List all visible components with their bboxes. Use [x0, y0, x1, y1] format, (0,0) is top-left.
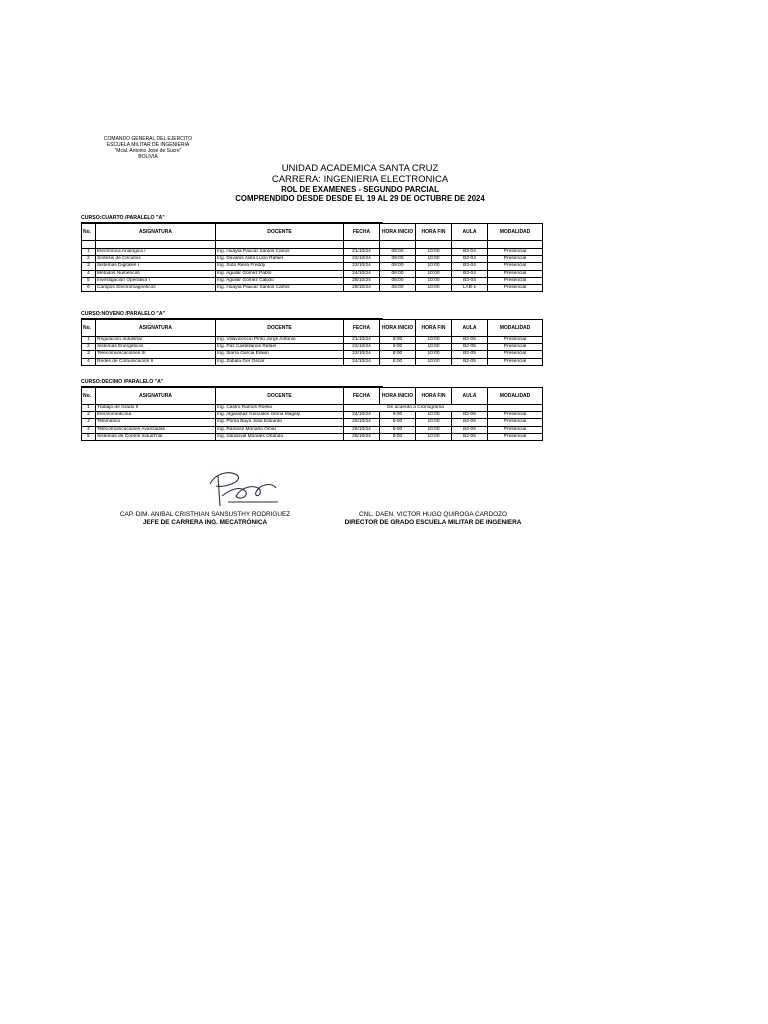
- docente-cell: Ing. Huayta Paucar Santos Carlos: [216, 285, 344, 292]
- empty-cell: [96, 241, 216, 249]
- header-docente: DOCENTE: [216, 388, 344, 405]
- signature-role: JEFE DE CARRERA ING. MECATRÓNICA: [142, 519, 268, 526]
- modalidad-cell: Presencial: [488, 337, 543, 344]
- periodo-title: COMPRENDIDO DESDE DESDE EL 19 AL 29 DE OCTUBRE DE 2024: [235, 194, 485, 203]
- unidad-title: UNIDAD ACADEMICA SANTA CRUZ: [281, 163, 439, 174]
- asignatura-cell: Telemática: [96, 419, 216, 426]
- docente-cell: Ing. Paz Castellanos Rafael: [216, 344, 344, 351]
- row-number: 5: [82, 277, 96, 284]
- row-number: 4: [82, 270, 96, 277]
- row-number: 1: [82, 337, 96, 344]
- hora-fin-cell: 10:00: [416, 256, 452, 263]
- empty-cell: [452, 241, 488, 249]
- header-hora-fin: HORA FIN: [416, 388, 452, 405]
- header-hora-inicio: HORA INICIO: [380, 320, 416, 337]
- document-titles: [150, 163, 570, 203]
- institution-line: ESCUELA MILITAR DE INGENIERIA: [106, 142, 190, 148]
- row-number: 4: [82, 358, 96, 365]
- hora-inicio-cell: 08:00: [380, 249, 416, 256]
- table-row: [82, 419, 543, 426]
- docente-cell: Ing. Davalos Avila Lucio Rafael: [216, 256, 344, 263]
- hora-fin-cell: 10:00: [416, 351, 452, 358]
- asignatura-cell: Electromedicina: [96, 412, 216, 419]
- fecha-cell: 24/10/24: [344, 412, 380, 419]
- modalidad-cell: Presencial: [488, 344, 543, 351]
- table-row: [82, 285, 543, 292]
- aula-cell: B2-05: [452, 358, 488, 365]
- header-hora-inicio: HORA INICIO: [380, 224, 416, 241]
- fecha-cell: 23/10/24: [344, 351, 380, 358]
- row-number: 1: [82, 405, 96, 412]
- hora-fin-cell: 10:00: [416, 344, 452, 351]
- header-hora-inicio: HORA INICIO: [380, 388, 416, 405]
- docente-cell: Ing. Villavicencio Pinto Jorge Antonio: [216, 337, 344, 344]
- empty-cell: [380, 241, 416, 249]
- header-asignatura: ASIGNATURA: [96, 320, 216, 337]
- hora-inicio-cell: 8:00: [380, 351, 416, 358]
- hora-inicio-cell: 8:00: [380, 358, 416, 365]
- docente-cell: Ing. Ramirez Monaño Omar: [216, 426, 344, 433]
- aula-cell: LAB-1: [452, 285, 488, 292]
- empty-cell: [344, 241, 380, 249]
- aula-cell: B2-06: [452, 412, 488, 419]
- modalidad-cell: Presencial: [488, 256, 543, 263]
- asignatura-cell: Electrónica Analógica I: [96, 249, 216, 256]
- table-row: [82, 412, 543, 419]
- asignatura-cell: Sistemas Digitales I: [96, 263, 216, 270]
- aula-cell: B2-06: [452, 433, 488, 440]
- signature-image: [202, 466, 284, 510]
- header-docente: DOCENTE: [216, 224, 344, 241]
- fecha-cell: 28/10/24: [344, 277, 380, 284]
- aula-cell: B3-04: [452, 270, 488, 277]
- course-section: [81, 379, 542, 441]
- aula-cell: B2-06: [452, 426, 488, 433]
- fecha-cell: 23/10/24: [344, 263, 380, 270]
- table-row: [82, 277, 543, 284]
- exam-table: [81, 223, 543, 292]
- header-aula: AULA: [452, 224, 488, 241]
- carrera-title: CARRERA: INGENIERIA ELECTRONICA: [271, 174, 449, 185]
- modalidad-cell: Presencial: [488, 285, 543, 292]
- header-docente: DOCENTE: [216, 320, 344, 337]
- row-number: 2: [82, 256, 96, 263]
- asignatura-cell: Redes de Comunicación II: [96, 358, 216, 365]
- row-number: 3: [82, 263, 96, 270]
- asignatura-cell: Trabajo de Grado II: [96, 405, 216, 412]
- docente-cell: Ing. Zabala Ger Oscar: [216, 358, 344, 365]
- schedule-note-cell: De acuerdo a Cronograma: [344, 405, 488, 412]
- fecha-cell: 28/10/24: [344, 433, 380, 440]
- header-no: No.: [82, 320, 96, 337]
- signature-name: CNL. DAEN. VICTOR HUGO QUIROGA CARDOZO: [359, 511, 507, 518]
- aula-cell: B2-05: [452, 337, 488, 344]
- header-fecha: FECHA: [344, 224, 380, 241]
- header-row: [82, 388, 543, 405]
- asignatura-cell: Campos Electromagneticos: [96, 285, 216, 292]
- hora-fin-cell: 10:00: [416, 249, 452, 256]
- modalidad-cell: Presencial: [488, 412, 543, 419]
- modalidad-cell: Presencial: [488, 426, 543, 433]
- table-row: [82, 256, 543, 263]
- header-no: No.: [82, 388, 96, 405]
- docente-cell: Ing. Soto Riera Freddy: [216, 263, 344, 270]
- aula-cell: B3-04: [452, 277, 488, 284]
- header-modalidad: MODALIDAD: [488, 320, 543, 337]
- hora-fin-cell: 10:00: [416, 285, 452, 292]
- asignatura-cell: Telecomunicaciones III: [96, 351, 216, 358]
- course-section: [81, 215, 542, 292]
- institution-line: "Mcal. Antonio José de Sucre": [114, 148, 182, 154]
- hora-fin-cell: 10:00: [416, 263, 452, 270]
- spacer-row: [82, 241, 543, 249]
- docente-cell: Ing. Algarañaz Gonzales Gloria Magaly: [216, 412, 344, 419]
- row-number: 6: [82, 285, 96, 292]
- institution-line: BOLIVIA: [138, 154, 158, 160]
- empty-cell: [216, 241, 344, 249]
- modalidad-cell: Presencial: [488, 249, 543, 256]
- fecha-cell: 29/10/24: [344, 285, 380, 292]
- docente-cell: Ing. Sandoval Morales Orlando: [216, 433, 344, 440]
- fecha-cell: 24/10/24: [344, 270, 380, 277]
- aula-cell: B2-05: [452, 351, 488, 358]
- fecha-cell: 22/10/24: [344, 344, 380, 351]
- aula-cell: B2-05: [452, 344, 488, 351]
- aula-cell: B3-04: [452, 256, 488, 263]
- modalidad-cell: Presencial: [488, 277, 543, 284]
- hora-inicio-cell: 08:00: [380, 270, 416, 277]
- hora-fin-cell: 10:00: [416, 433, 452, 440]
- hora-fin-cell: 10:00: [416, 419, 452, 426]
- header-hora-fin: HORA FIN: [416, 224, 452, 241]
- row-number: 3: [82, 351, 96, 358]
- row-number: 1: [82, 249, 96, 256]
- table-row: [82, 358, 543, 365]
- header-modalidad: MODALIDAD: [488, 224, 543, 241]
- docente-cell: Ing. Aguilar Gomez Calixto: [216, 277, 344, 284]
- signature-left: [110, 511, 300, 527]
- signature-role: DIRECTOR DE GRADO ESCUELA MILITAR DE INGENIERA: [344, 519, 522, 526]
- course-section: [81, 311, 542, 366]
- institution-line: COMANDO GENERAL DEL EJERCITO: [103, 136, 193, 142]
- row-number: 3: [82, 419, 96, 426]
- modalidad-cell: Presencial: [488, 263, 543, 270]
- docente-cell: Ing. Poma Baya Jose Eduardo: [216, 419, 344, 426]
- hora-fin-cell: 10:00: [416, 426, 452, 433]
- asignatura-cell: Métodos Numéricos: [96, 270, 216, 277]
- fecha-cell: 21/10/24: [344, 249, 380, 256]
- asignatura-cell: Sistemas de Control IndusTrial: [96, 433, 216, 440]
- header-hora-fin: HORA FIN: [416, 320, 452, 337]
- hora-fin-cell: 10:00: [416, 337, 452, 344]
- signature-name: CAP. DIM. ANIBAL CRISTHIAN SANSUSTHY RODRIGUEZ: [119, 511, 291, 518]
- exam-table: [81, 387, 543, 441]
- hora-fin-cell: 10:00: [416, 358, 452, 365]
- table-row: [82, 351, 543, 358]
- exam-table: [81, 319, 543, 366]
- hora-inicio-cell: 8:00: [380, 433, 416, 440]
- docente-cell: Ing. Huayta Paucar Santos Carlos: [216, 249, 344, 256]
- empty-cell: [488, 405, 543, 412]
- table-row: [82, 337, 543, 344]
- asignatura-cell: Sistemas Energeticos: [96, 344, 216, 351]
- table-row: [82, 263, 543, 270]
- signature-right: [325, 511, 541, 527]
- header-fecha: FECHA: [344, 320, 380, 337]
- hora-fin-cell: 10:00: [416, 277, 452, 284]
- rol-title: ROL DE EXAMENES - SEGUNDO PARCIAL: [281, 185, 439, 194]
- docente-cell: Ing. Ibarra Garcia Edwin: [216, 351, 344, 358]
- header-row: [82, 320, 543, 337]
- institution-header: [90, 136, 206, 160]
- modalidad-cell: Presencial: [488, 358, 543, 365]
- fecha-cell: 25/10/24: [344, 419, 380, 426]
- table-row: [82, 344, 543, 351]
- table-row: [82, 433, 543, 440]
- aula-cell: B2-06: [452, 419, 488, 426]
- empty-cell: [416, 241, 452, 249]
- table-row: [82, 249, 543, 256]
- table-row: [82, 405, 543, 412]
- hora-fin-cell: 10:00: [416, 412, 452, 419]
- row-number: 2: [82, 344, 96, 351]
- empty-cell: [82, 241, 96, 249]
- hora-inicio-cell: 8:00: [380, 426, 416, 433]
- hora-inicio-cell: 08:00: [380, 277, 416, 284]
- aula-cell: B3-04: [452, 249, 488, 256]
- course-title: CURSO:NOVENO /PARALELO "A": [81, 311, 383, 319]
- modalidad-cell: Presencial: [488, 270, 543, 277]
- header-modalidad: MODALIDAD: [488, 388, 543, 405]
- hora-inicio-cell: 8:00: [380, 337, 416, 344]
- hora-fin-cell: 10:00: [416, 270, 452, 277]
- table-row: [82, 426, 543, 433]
- asignatura-cell: Investigación Operativa I: [96, 277, 216, 284]
- empty-cell: [488, 241, 543, 249]
- modalidad-cell: Presencial: [488, 351, 543, 358]
- table-row: [82, 270, 543, 277]
- row-number: 5: [82, 433, 96, 440]
- header-asignatura: ASIGNATURA: [96, 388, 216, 405]
- aula-cell: B3-04: [452, 263, 488, 270]
- course-title: CURSO:CUARTO /PARALELO "A": [81, 215, 383, 223]
- fecha-cell: 22/10/24: [344, 256, 380, 263]
- course-title: CURSO:DECIMO /PARALELO "A": [81, 379, 383, 387]
- hora-inicio-cell: 08:00: [380, 256, 416, 263]
- hora-inicio-cell: 8:00: [380, 412, 416, 419]
- header-no: No.: [82, 224, 96, 241]
- row-number: 4: [82, 426, 96, 433]
- hora-inicio-cell: 8:00: [380, 419, 416, 426]
- fecha-cell: 26/10/24: [344, 426, 380, 433]
- modalidad-cell: Presencial: [488, 433, 543, 440]
- hora-inicio-cell: 08:00: [380, 285, 416, 292]
- modalidad-cell: Presencial: [488, 419, 543, 426]
- fecha-cell: 21/10/24: [344, 337, 380, 344]
- header-row: [82, 224, 543, 241]
- header-aula: AULA: [452, 388, 488, 405]
- header-aula: AULA: [452, 320, 488, 337]
- asignatura-cell: Telecomunicaciones Avanzadas: [96, 426, 216, 433]
- header-fecha: FECHA: [344, 388, 380, 405]
- asignatura-cell: Síntesis de Circuitos: [96, 256, 216, 263]
- asignatura-cell: Regulación Industrial: [96, 337, 216, 344]
- hora-inicio-cell: 08:00: [380, 263, 416, 270]
- header-asignatura: ASIGNATURA: [96, 224, 216, 241]
- hora-inicio-cell: 8:00: [380, 344, 416, 351]
- fecha-cell: 24/10/24: [344, 358, 380, 365]
- row-number: 2: [82, 412, 96, 419]
- docente-cell: Ing. Castro Ramos Roelia: [216, 405, 344, 412]
- docente-cell: Ing. Aguilar Gomez Pablo: [216, 270, 344, 277]
